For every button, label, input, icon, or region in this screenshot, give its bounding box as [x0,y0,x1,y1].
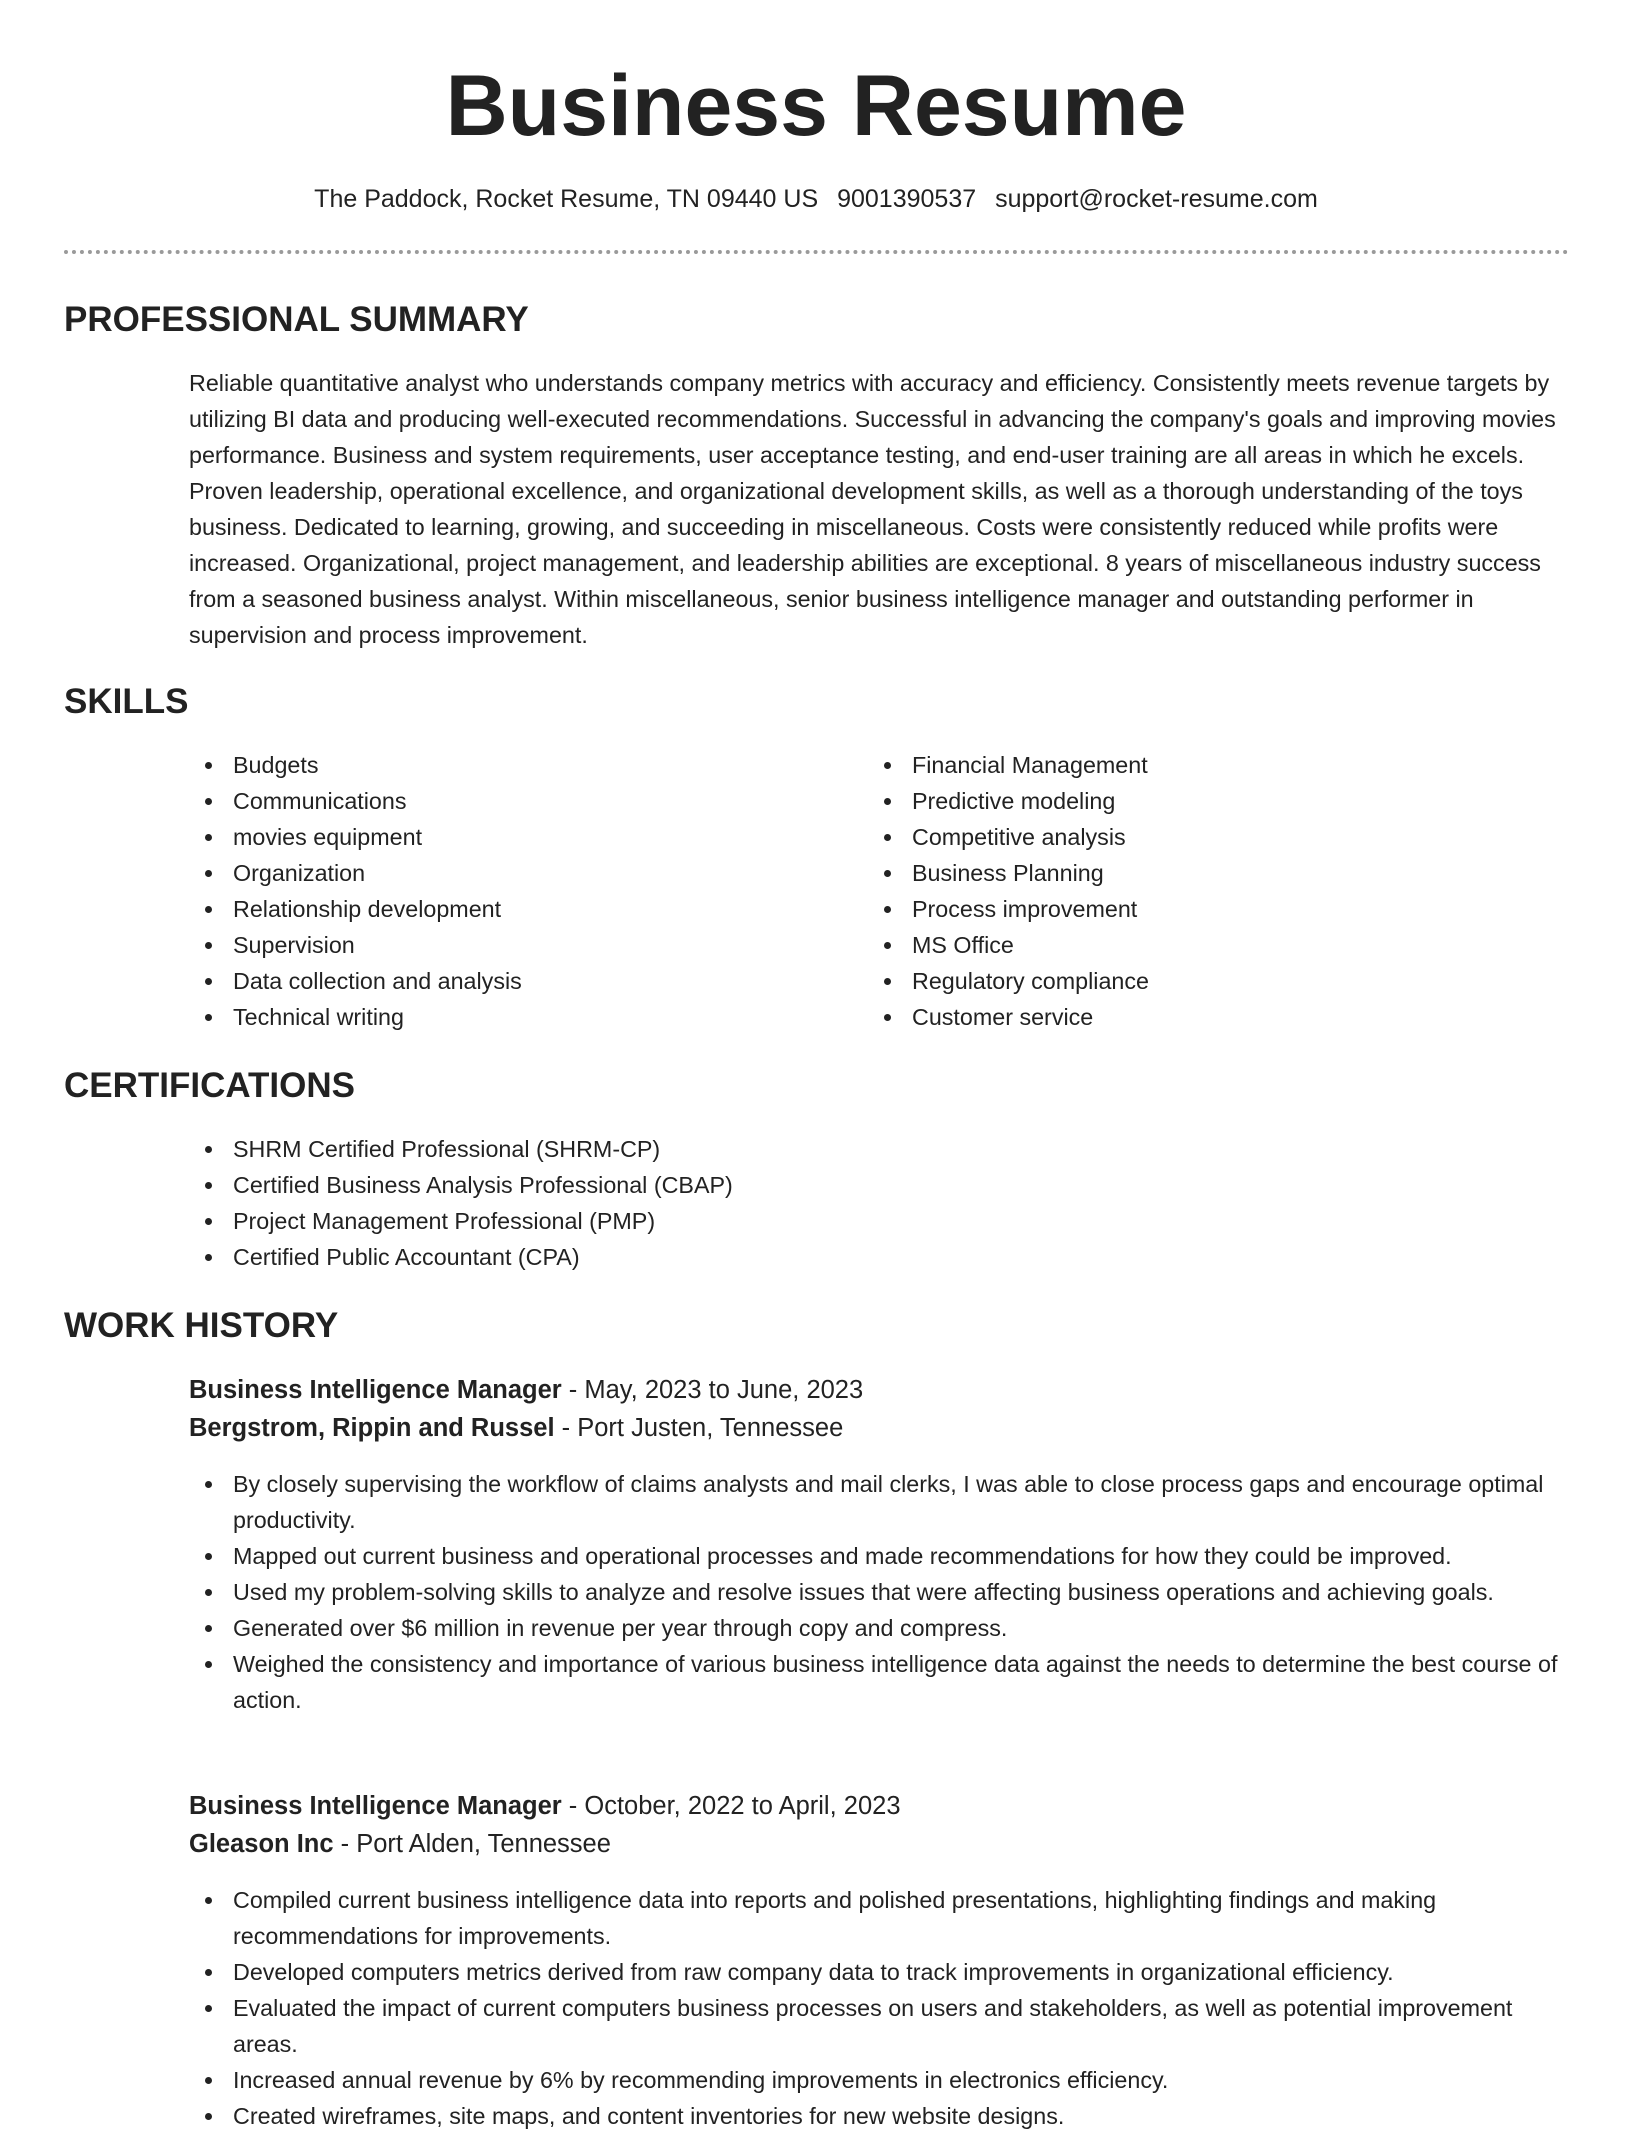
job-location: - Port Justen, Tennessee [554,1414,844,1442]
job-bullet: Developed computers metrics derived from raw company data to track improvements in organizational efficiency. [189,1954,1569,1990]
job-bullet: Used my problem-solving skills to analyze and resolve issues that were affecting business operations and achieving goals. [189,1574,1569,1610]
job-location: - Port Alden, Tennessee [333,1830,611,1858]
job-bullet: Generated over $6 million in revenue per year through copy and compress. [189,1610,1569,1646]
header-divider [64,250,1569,254]
skill-item: Communications [189,783,829,819]
skill-item: Customer service [868,999,1508,1035]
job-bullet: Compiled current business intelligence data into reports and polished presentations, highlighting findings and making recommendations for improvements. [189,1882,1569,1954]
work-history-heading: WORK HISTORY [64,1306,339,1345]
contact-email: support@rocket-resume.com [995,185,1318,213]
contact-address: The Paddock, Rocket Resume, TN 09440 US [314,185,819,213]
skill-item: Supervision [189,927,829,963]
skill-item: Predictive modeling [868,783,1508,819]
job-title: Business Intelligence Manager [189,1376,562,1404]
summary-heading: PROFESSIONAL SUMMARY [64,300,529,339]
job-bullet: By closely supervising the workflow of claims analysts and mail clerks, I was able to close process gaps and encourage optimal productivity. [189,1466,1569,1538]
skill-item: Business Planning [868,855,1508,891]
summary-text: Reliable quantitative analyst who understands company metrics with accuracy and efficiency. Consistently meets revenue targets by utilizing BI data and producing well-executed recommendations. Successful in advancing the company's goals and improving movies performance. Business and system requirements, user acceptance testing, and end-user training are all areas in which he excels. Proven leadership, operational excellence, and organizational development skills, as well as a thorough understanding of the toys business. Dedicated to learning, growing, and succeeding in miscellaneous. Costs were consistently reduced while profits were increased. Organizational, project management, and leadership abilities are exceptional. 8 years of miscellaneous industry success from a seasoned business analyst. Within miscellaneous, senior business intelligence manager and outstanding performer in supervision and process improvement. [189,370,1556,648]
skill-item: Organization [189,855,829,891]
skill-item: Budgets [189,747,829,783]
job-dates: - October, 2022 to April, 2023 [561,1792,901,1820]
certification-item: Project Management Professional (PMP) [189,1203,1089,1239]
skill-item: MS Office [868,927,1508,963]
job-bullet: Created wireframes, site maps, and content inventories for new website designs. [189,2098,1569,2134]
job-company-line [189,1826,611,1862]
skills-list-right [868,747,1508,1035]
job-title: Business Intelligence Manager [189,1792,562,1820]
skill-item: Regulatory compliance [868,963,1508,999]
job-title-line [189,1372,863,1408]
job-company: Gleason Inc [189,1830,334,1858]
skill-item: Data collection and analysis [189,963,829,999]
certification-item: SHRM Certified Professional (SHRM-CP) [189,1131,1089,1167]
skill-item: Process improvement [868,891,1508,927]
skill-item: Relationship development [189,891,829,927]
job-company: Bergstrom, Rippin and Russel [189,1414,555,1442]
skill-item: Technical writing [189,999,829,1035]
job-bullet: Increased annual revenue by 6% by recommending improvements in electronics efficiency. [189,2062,1569,2098]
certifications-list [189,1131,1089,1275]
certification-item: Certified Public Accountant (CPA) [189,1239,1089,1275]
certification-item: Certified Business Analysis Professional (CBAP) [189,1167,1089,1203]
job-bullets [189,1466,1569,1718]
skills-heading: SKILLS [64,682,189,721]
certifications-heading: CERTIFICATIONS [64,1066,356,1105]
resume-title: Business Resume [445,58,1187,154]
contact-line [0,181,1632,217]
job-bullet: Weighed the consistency and importance of various business intelligence data against the needs to determine the best course of action. [189,1646,1569,1718]
skill-item: Competitive analysis [868,819,1508,855]
job-bullet: Mapped out current business and operational processes and made recommendations for how they could be improved. [189,1538,1569,1574]
contact-phone: 9001390537 [837,185,977,213]
job-company-line [189,1410,843,1446]
job-dates: - May, 2023 to June, 2023 [561,1376,864,1404]
job-title-line [189,1788,901,1824]
skill-item: Financial Management [868,747,1508,783]
skills-list-left [189,747,829,1035]
job-bullet: Evaluated the impact of current computers business processes on users and stakeholders, as well as potential improvement areas. [189,1990,1569,2062]
skill-item: movies equipment [189,819,829,855]
job-bullets [189,1882,1569,2134]
